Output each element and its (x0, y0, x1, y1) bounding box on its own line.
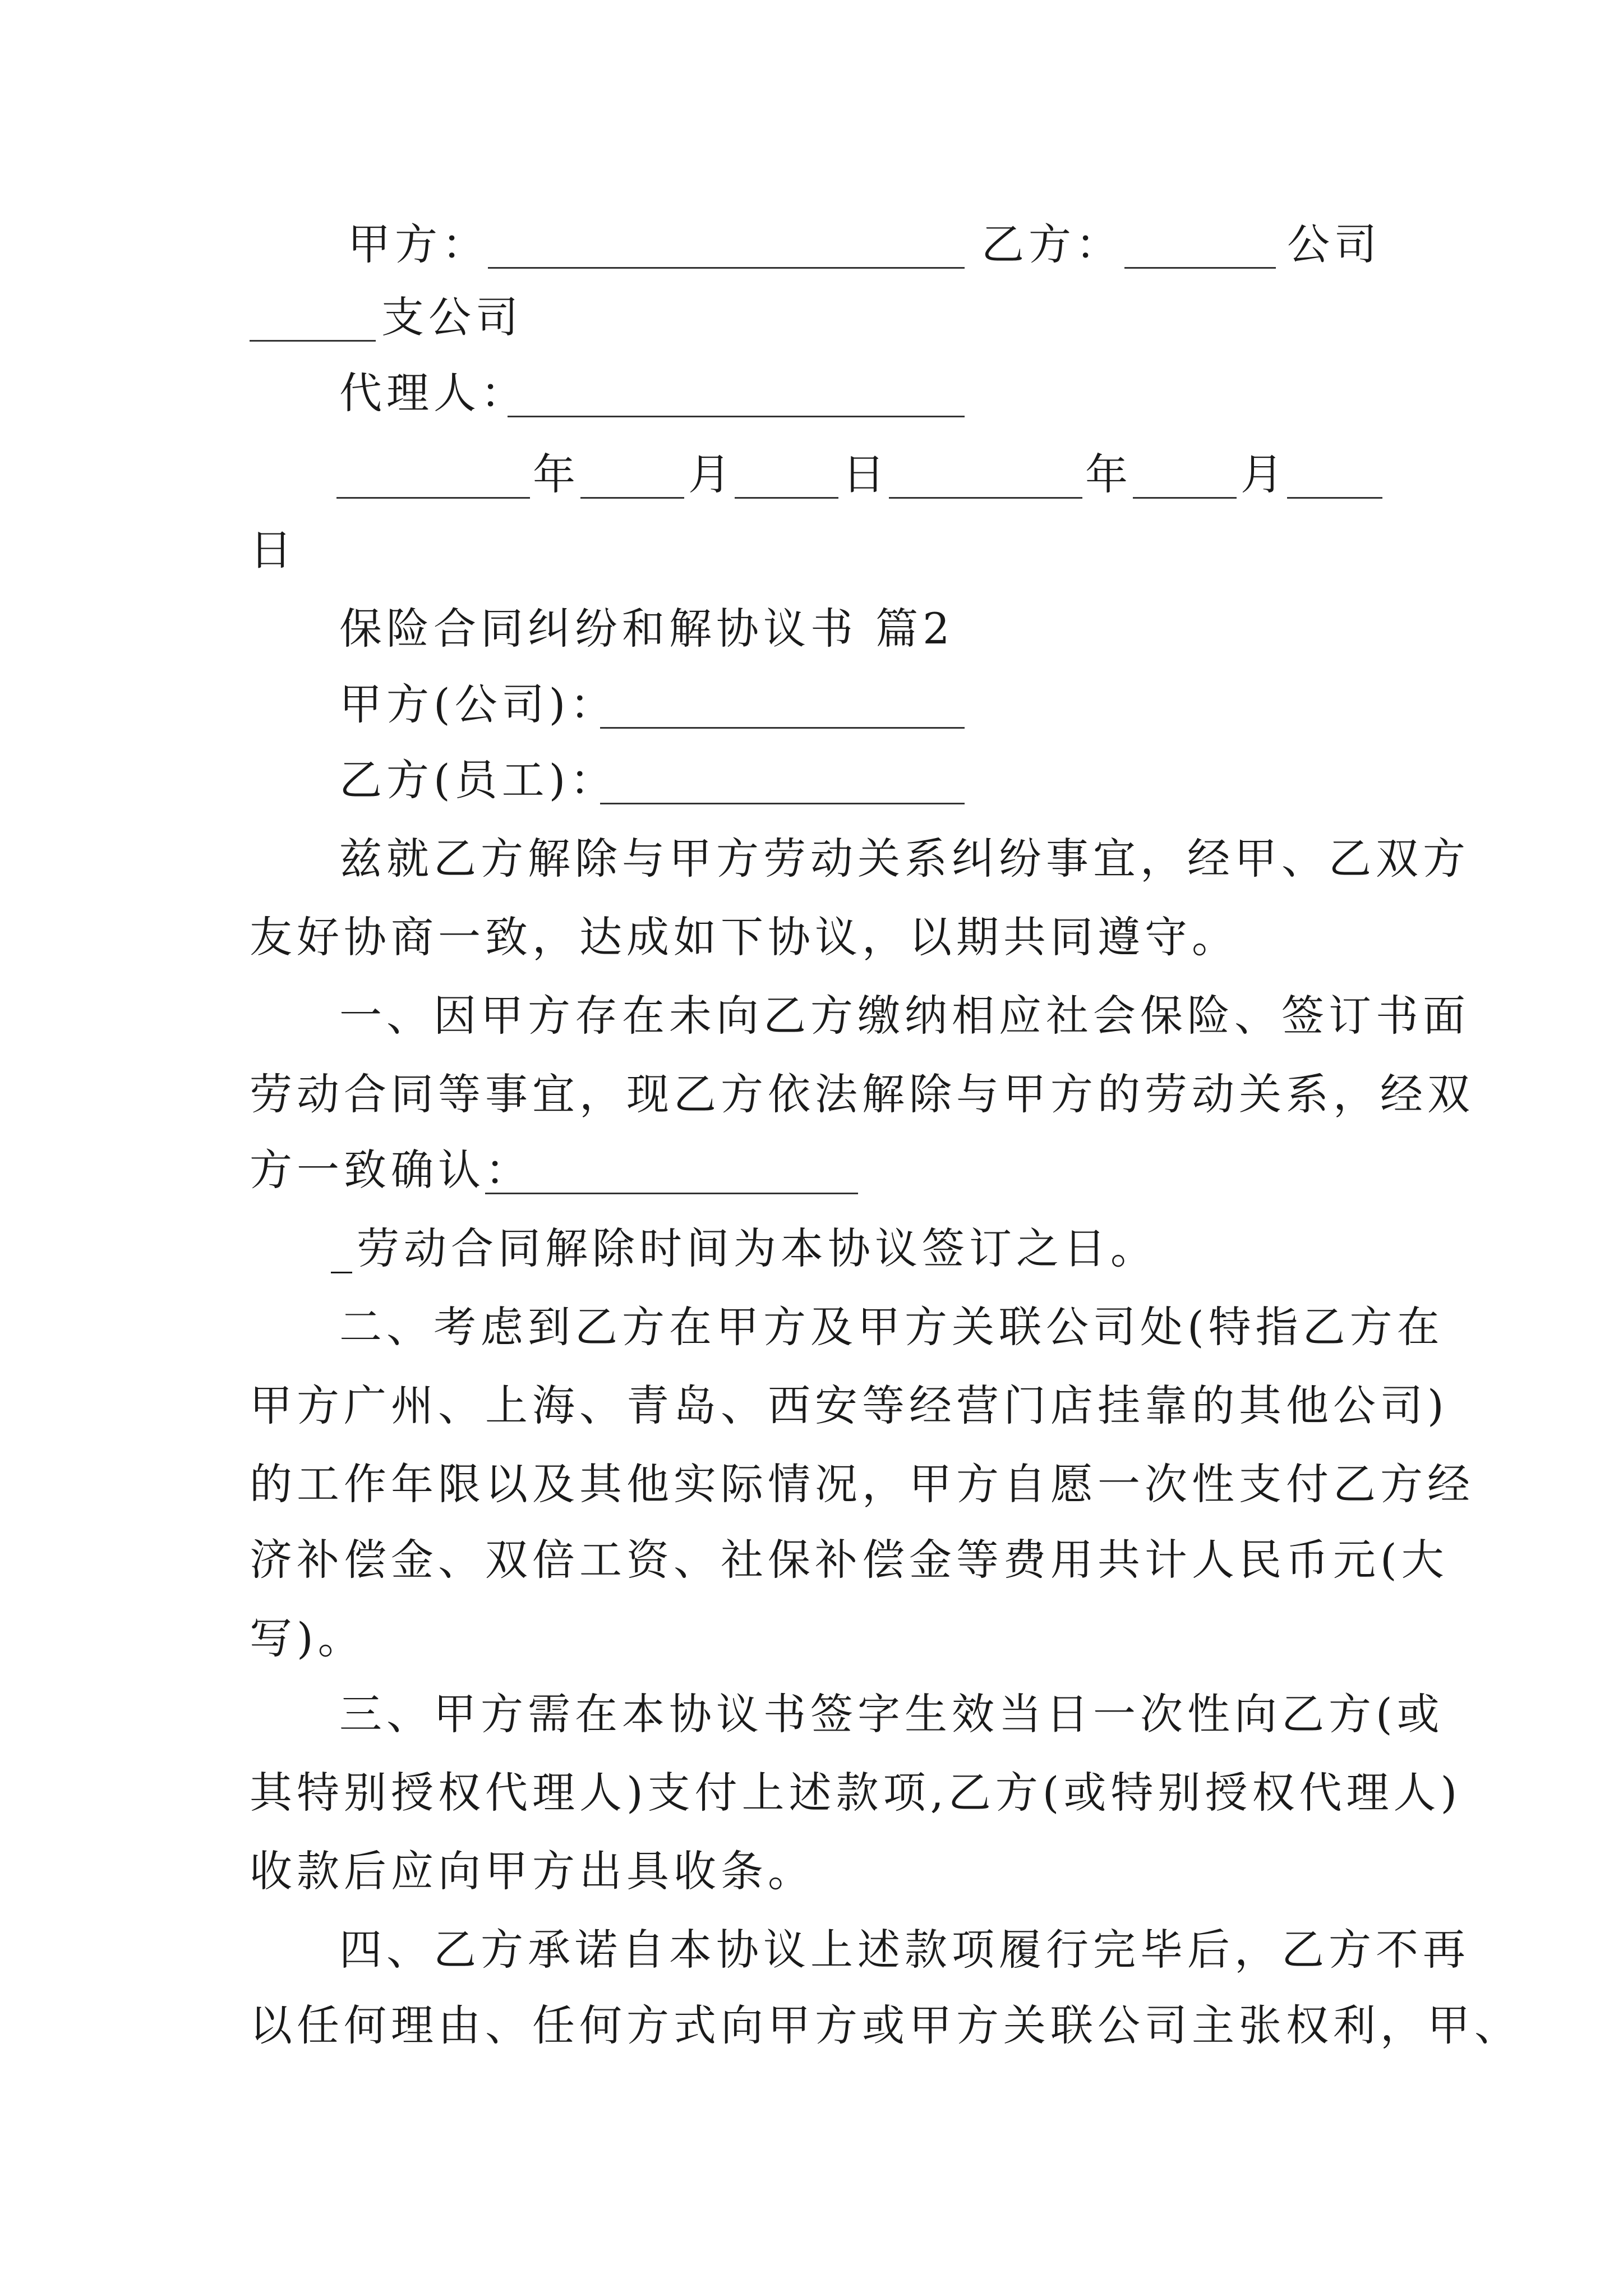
clause2-line-5: 写)。 (250, 1613, 365, 1663)
signature-parties-line (250, 208, 1382, 282)
clause3-line-3: 收款后应向甲方出具收条。 (250, 1846, 815, 1896)
agent-label: 代理人： (339, 368, 528, 418)
section-title: 保险合同纠纷和解协议书 篇2 (339, 604, 955, 654)
agent-blank (508, 380, 965, 417)
branch-suffix: 支公司 (381, 292, 523, 342)
clause4-line-2: 以任何理由、任何方式向甲方或甲方关联公司主张权利，甲、 (250, 2000, 1521, 2050)
party-a-company-label: 甲方(公司)： (339, 679, 617, 729)
clause4-line-1: 四、乙方承诺自本协议上述款项履行完毕后，乙方不再 (339, 1925, 1470, 1975)
party-a-company-line (250, 668, 1382, 742)
month-label-b: 月 (1241, 449, 1288, 499)
agent-line (250, 356, 1382, 430)
day-label-a: 日 (842, 449, 889, 499)
year-label-b: 年 (1085, 449, 1132, 499)
clause2-line-2: 甲方广州、上海、青岛、西安等经营门店挂靠的其他公司) (250, 1381, 1449, 1430)
party-b-label: 乙方： (981, 219, 1123, 269)
branch-line (250, 280, 1382, 355)
month-blank-b (1133, 461, 1237, 499)
month-blank-a (580, 461, 684, 499)
company-suffix: 公司 (1287, 219, 1381, 269)
party-a-label: 甲方： (348, 219, 489, 269)
clause1-line-2: 劳动合同等事宜，现乙方依法解除与甲方的劳动关系，经双 (250, 1069, 1474, 1119)
clause1-line-1: 一、因甲方存在未向乙方缴纳相应社会保险、签订书面 (339, 991, 1470, 1041)
party-a-company-blank (600, 691, 965, 729)
date-line-wrap (250, 513, 1382, 587)
clause2-line-3: 的工作年限以及其他实际情况，甲方自愿一次性支付乙方经 (250, 1459, 1474, 1509)
year-label-a: 年 (533, 449, 580, 499)
clause1-confirm-text: 方一致确认： (250, 1145, 532, 1195)
day-blank-a (735, 461, 838, 499)
party-b-employee-line (250, 743, 1382, 817)
year-blank-b (889, 461, 1082, 499)
day-blank-b (1287, 461, 1382, 499)
intro-line-2: 友好协商一致，达成如下协议，以期共同遵守。 (250, 912, 1239, 962)
section-title-line (250, 592, 1382, 666)
party-b-employee-label: 乙方(员工)： (339, 755, 617, 805)
clause1-tail: _劳动合同解除时间为本协议签订之日。 (331, 1223, 1158, 1273)
day-label-b: 日 (250, 525, 297, 575)
clause2-line-4: 济补偿金、双倍工资、社保补偿金等费用共计人民币元(大 (250, 1535, 1449, 1585)
party-b-employee-blank (600, 767, 965, 804)
party-a-blank (488, 231, 965, 269)
clause1-blank (485, 1157, 858, 1194)
clause1-line-3 (250, 1133, 1382, 1207)
clause2-line-1: 二、考虑到乙方在甲方及甲方关联公司处(特指乙方在 (339, 1302, 1444, 1352)
branch-blank (250, 304, 376, 342)
date-line (250, 438, 1382, 512)
month-label-a: 月 (688, 449, 735, 499)
party-b-company-blank (1124, 231, 1276, 269)
intro-line-1: 兹就乙方解除与甲方劳动关系纠纷事宜，经甲、乙双方 (339, 834, 1470, 884)
year-blank-a (336, 461, 530, 499)
clause3-line-1: 三、甲方需在本协议书签字生效当日一次性向乙方(或 (339, 1689, 1444, 1739)
clause3-line-2: 其特别授权代理人)支付上述款项,乙方(或特别授权代理人) (250, 1768, 1462, 1818)
